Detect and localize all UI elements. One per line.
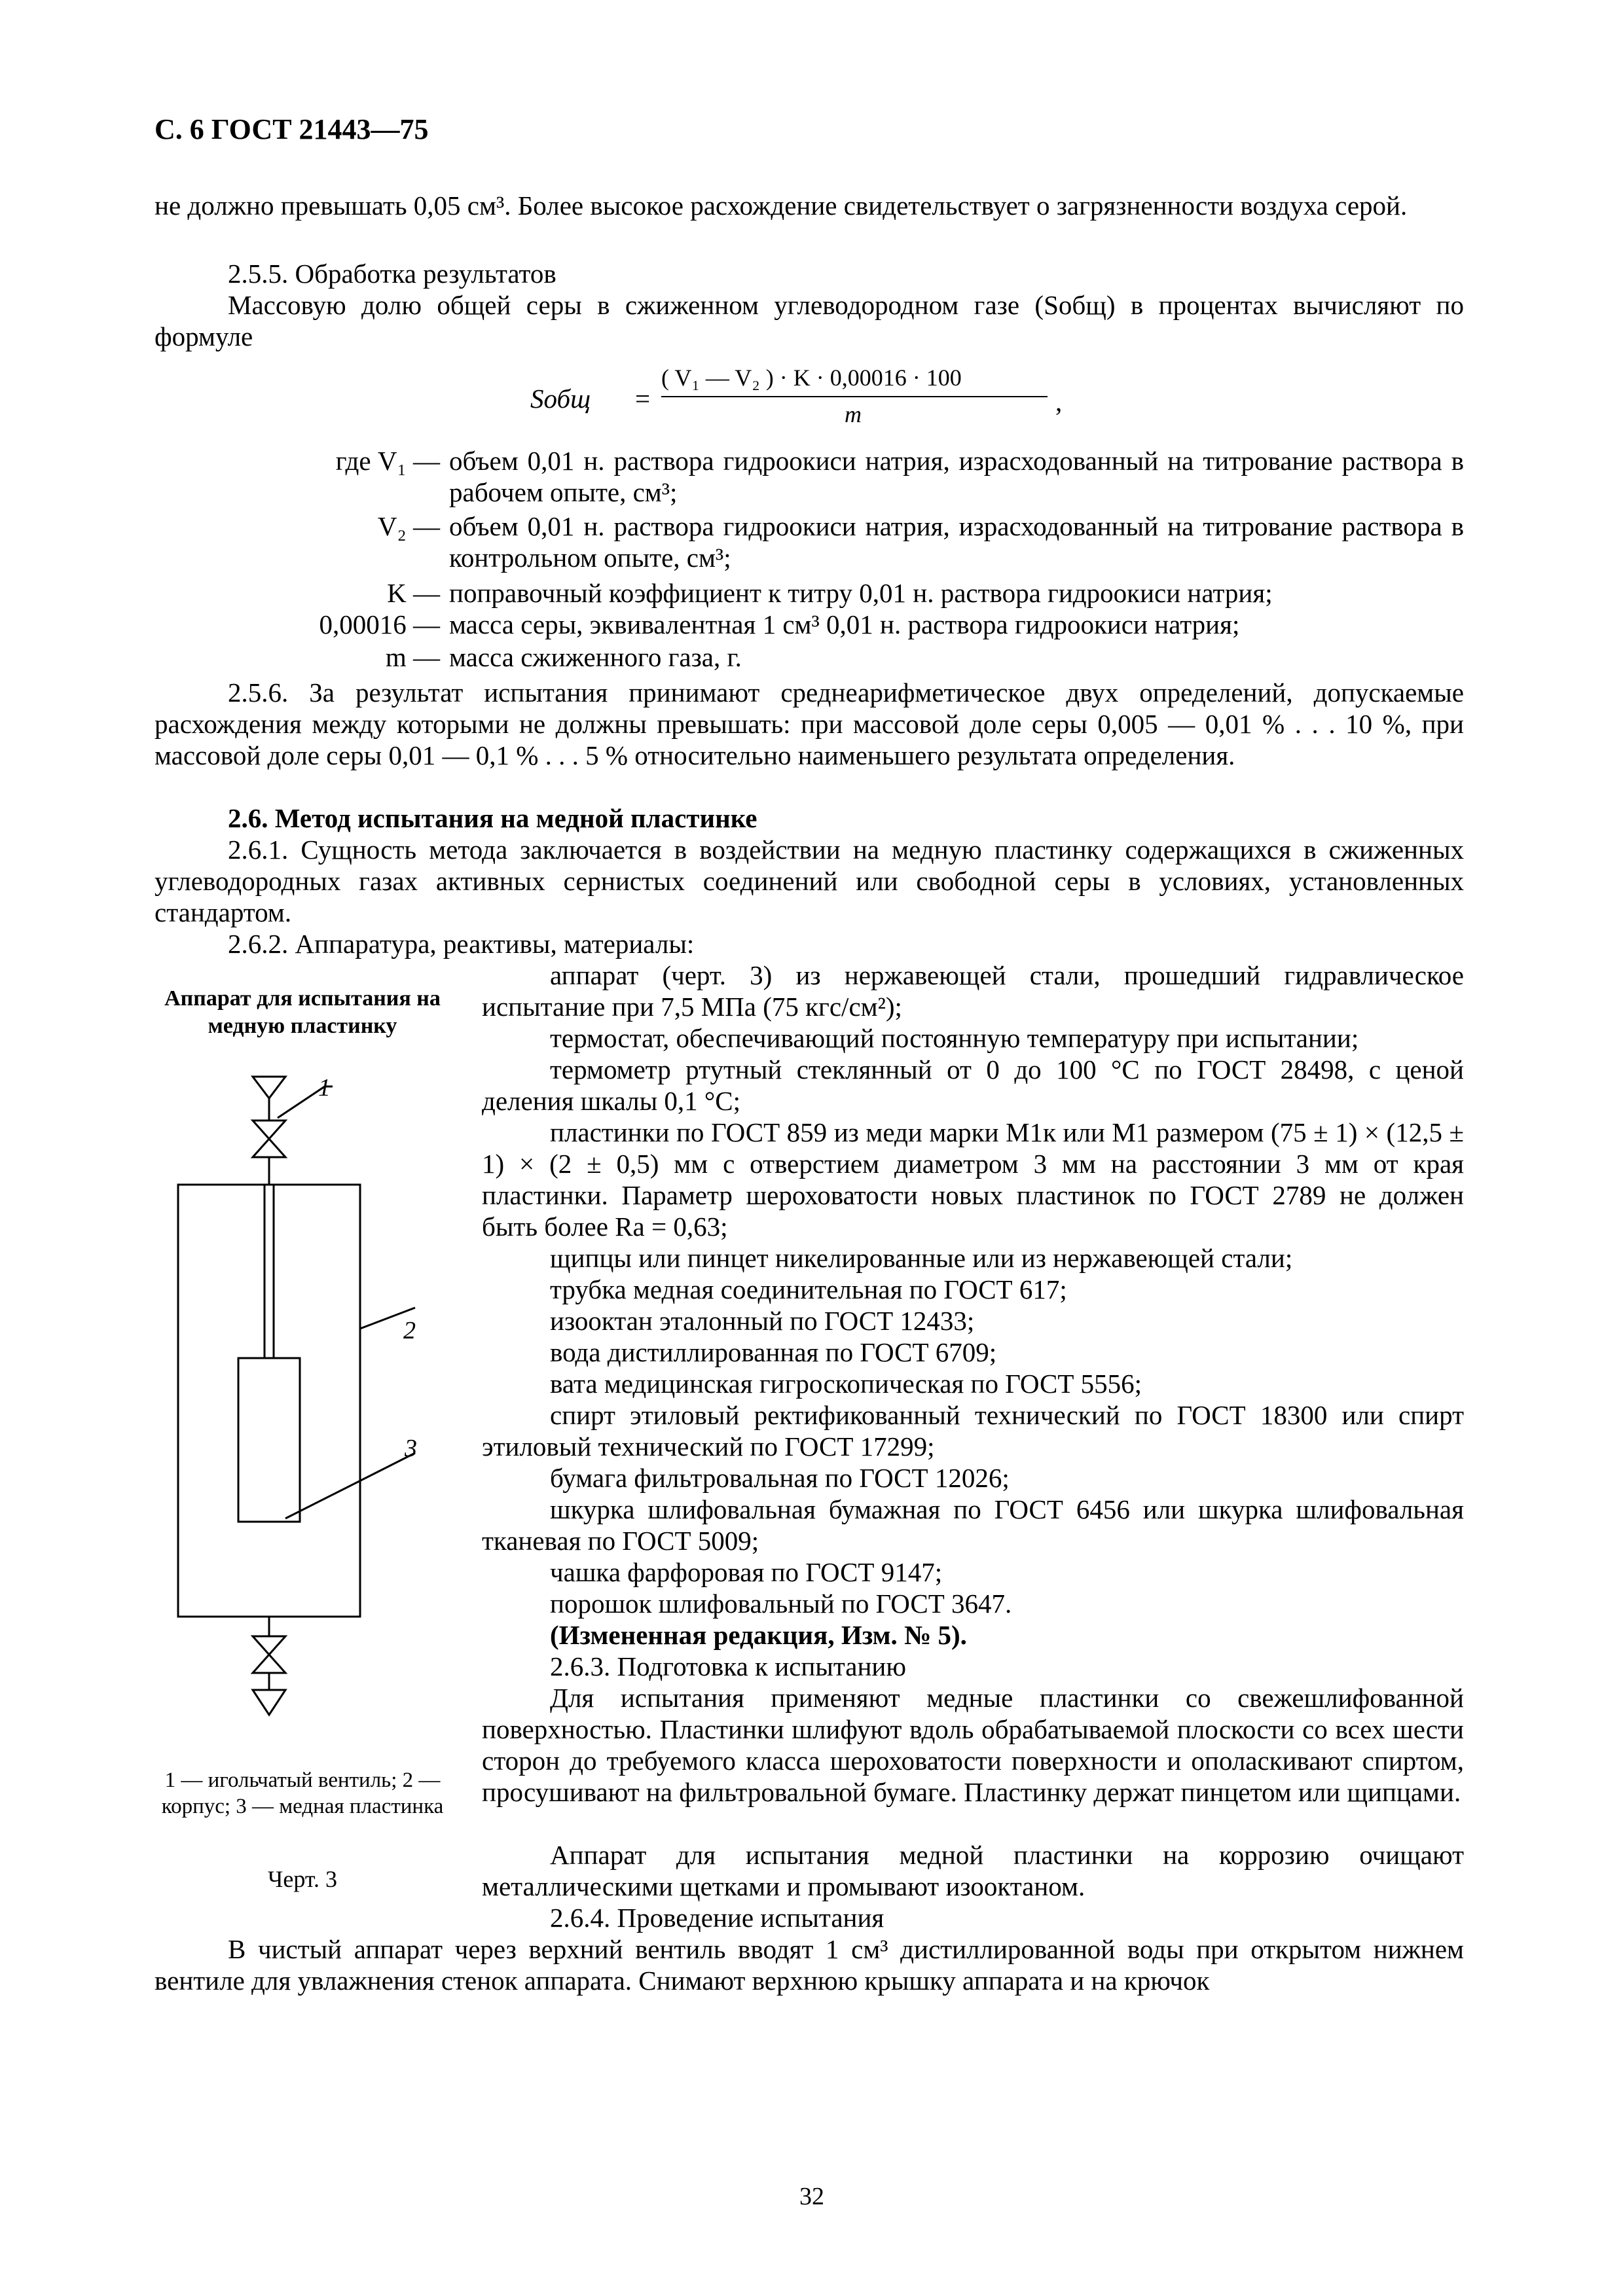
bottom-valve-shape	[253, 1636, 285, 1673]
apparatus-item: термометр ртутный стеклянный от 0 до 100 °С по ГОСТ 28498, с ценой деления шкалы 0,1 °С;	[482, 1054, 1464, 1116]
definition-text: масса серы, эквивалентная 1 см³ 0,01 н. раствора гидроокиси натрия;	[449, 609, 1240, 639]
definition-text: объем 0,01 н. раствора гидроокиси натрия, израсходованный на титрование раствора в контрольном опыте, см³;	[449, 511, 1464, 573]
apparatus-item: порошок шлифовальный по ГОСТ 3647.	[550, 1588, 1012, 1619]
amendment-note: (Измененная редакция, Изм. № 5).	[550, 1620, 967, 1650]
definition-item	[155, 641, 1464, 673]
section-2-5-5-heading: 2.5.5. Обработка результатов	[228, 259, 556, 289]
figure-legend: 1 — игольчатый вентиль; 2 — корпус; 3 — медная пластинка	[161, 1768, 444, 1818]
apparatus-item: трубка медная соединительная по ГОСТ 617;	[550, 1274, 1067, 1304]
formula-denominator: m	[845, 401, 862, 427]
figure-label-1: 1	[318, 1074, 331, 1102]
definition-item	[155, 577, 1464, 609]
figure-title: Аппарат для испытания на медную пластинку	[164, 986, 441, 1038]
copper-plate	[238, 1358, 300, 1522]
preparation-paragraph: Для испытания применяют медные пластинки со свежешлифованной поверхностью. Пластинки шлифуют вдоль обрабатываемой плоскости со всех шести сторон до требуемого класса шероховатости поверхности и ополаскивают спиртом, просушивают на фильтровальной бумаге. Пластинку держат пинцетом или щипцами.	[482, 1683, 1464, 1807]
bottom-arrow-shape	[253, 1690, 285, 1715]
section-2-6-1: 2.6.1. Сущность метода заключается в воздействии на медную пластинку содержащихся в сжиженных углеводородных газах активных сернистых соединений или свободной серы в условиях, установленных стандартом.	[155, 834, 1464, 927]
formula-equals: =	[635, 384, 651, 414]
apparatus-item: изооктан эталонный по ГОСТ 12433;	[550, 1306, 975, 1336]
section-2-6-heading: 2.6. Метод испытания на медной пластинке	[228, 803, 757, 833]
apparatus-drawing	[155, 1060, 456, 1748]
formula-numerator: ( V₁ — V₂ ) · K · 0,00016 · 100	[661, 365, 962, 391]
apparatus-item: спирт этиловый ректификованный технический по ГОСТ 18300 или спирт этиловый технический по ГОСТ 17299;	[482, 1400, 1464, 1462]
paragraph-continuation: не должно превышать 0,05 см³. Более высокое расхождение свидетельствует о загрязненности воздуха серой.	[155, 190, 1408, 221]
figure-caption: Черт. 3	[268, 1866, 337, 1892]
page-number: 32	[799, 2183, 824, 2210]
definition-symbol: где V₁ —	[335, 446, 440, 476]
apparatus-item: термостат, обеспечивающий постоянную температуру при испытании;	[550, 1023, 1359, 1053]
section-2-6-2: 2.6.2. Аппаратура, реактивы, материалы:	[228, 929, 695, 959]
definition-text: поправочный коэффициент к титру 0,01 н. раствора гидроокиси натрия;	[449, 578, 1273, 608]
apparatus-item: щипцы или пинцет никелированные или из нержавеющей стали;	[550, 1243, 1293, 1273]
apparatus-item: вода дистиллированная по ГОСТ 6709;	[550, 1337, 997, 1367]
apparatus-item: аппарат (черт. 3) из нержавеющей стали, прошедший гидравлическое испытание при 7,5 МПа (75 кгс/см²);	[482, 960, 1464, 1022]
section-2-5-6: 2.5.6. За результат испытания принимают среднеарифметическое двух определений, допускаемые расхождения между которыми не должны превышать: при массовой доле серы 0,005 — 0,01 % . . . 10 %, при массовой доле серы 0,01 — 0,1 % . . . 5 % относительно наименьшего результата определения.	[155, 677, 1464, 770]
definition-item	[155, 445, 1464, 508]
formula-intro-paragraph: Массовую долю общей серы в сжиженном углеводородном газе (Sобщ) в процентах вычисляют по формуле	[155, 290, 1464, 351]
definition-text: масса сжиженного газа, г.	[449, 642, 742, 672]
formula-lhs: Sобщ	[530, 384, 591, 414]
apparatus-item: пластинки по ГОСТ 859 из меди марки М1к или М1 размером (75 ± 1) × (12,5 ± 1) × (2 ± 0,5) мм с отверстием диаметром 3 мм на расстоянии 3 мм от края пластинки. Параметр шероховатости новых пластинок по ГОСТ 2789 не должен быть более Ra = 0,63;	[482, 1117, 1464, 1242]
apparatus-item: бумага фильтровальная по ГОСТ 12026;	[550, 1463, 1010, 1493]
definition-item	[155, 609, 1464, 640]
definition-symbol: 0,00016 —	[319, 609, 440, 639]
apparatus-item: вата медицинская гигроскопическая по ГОСТ 5556;	[550, 1369, 1142, 1399]
cleaning-paragraph: Аппарат для испытания медной пластинки на коррозию очищают металлическими щетками и промывают изооктаном.	[482, 1840, 1464, 1901]
figure-label-2: 2	[403, 1317, 416, 1344]
section-2-6-3-heading: 2.6.3. Подготовка к испытанию	[550, 1651, 906, 1681]
apparatus-item: чашка фарфоровая по ГОСТ 9147;	[550, 1557, 943, 1587]
apparatus-item: шкурка шлифовальная бумажная по ГОСТ 6456 или шкурка шлифовальная тканевая по ГОСТ 5009;	[482, 1494, 1464, 1556]
top-arrow-shape	[253, 1077, 285, 1098]
figure-label-3: 3	[405, 1435, 417, 1462]
formula-fraction-bar	[661, 396, 1048, 397]
definition-item	[155, 511, 1464, 573]
top-valve-shape	[253, 1121, 285, 1157]
definition-text: объем 0,01 н. раствора гидроокиси натрия, израсходованный на титрование раствора в рабочем опыте, см³;	[449, 446, 1464, 507]
apparatus-body	[178, 1185, 360, 1617]
definition-symbol: K —	[387, 578, 440, 608]
section-2-6-4-heading: 2.6.4. Проведение испытания	[550, 1903, 884, 1933]
page-header: С. 6 ГОСТ 21443—75	[155, 113, 429, 145]
definition-symbol: V₂ —	[377, 511, 440, 541]
formula-trailing-comma: ,	[1055, 387, 1063, 417]
test-procedure-paragraph: В чистый аппарат через верхний вентиль вводят 1 см³ дистиллированной воды при открытом нижнем вентиле для увлажнения стенок аппарата. Снимают верхнюю крышку аппарата и на крючок	[155, 1934, 1464, 1996]
definition-symbol: m —	[385, 642, 440, 672]
